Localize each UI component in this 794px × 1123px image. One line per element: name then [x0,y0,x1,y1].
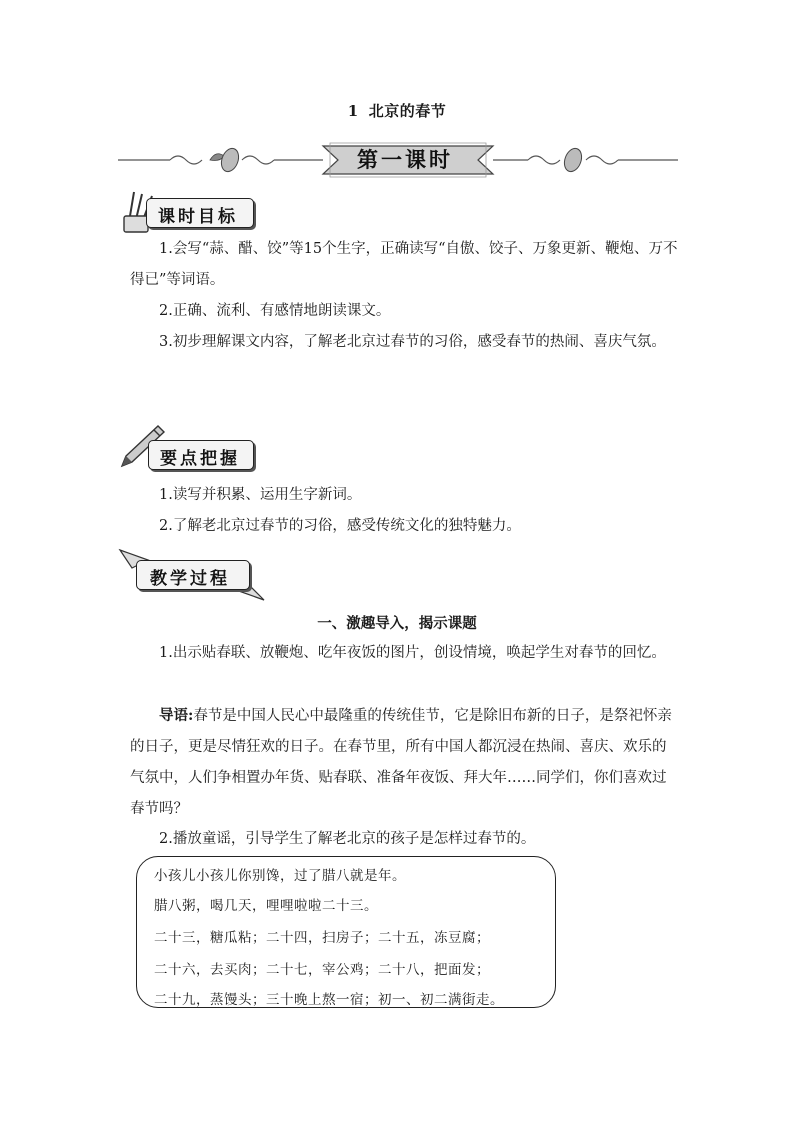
objective-item: 2.正确、流利、有感情地朗读课文。 [159,303,391,319]
guide-label: 导语: [159,707,194,724]
objective-item: 1.会写“蒜、醋、饺”等15个生字，正确读写“自傲、饺子、万象更新、鞭炮、万不得已”等词语。 [130,241,678,288]
objective-item: 3.初步理解课文内容，了解老北京过春节的习俗，感受春节的热闹、喜庆气氛。 [159,334,666,350]
process-step: 2.播放童谣，引导学生了解老北京的孩子是怎样过春节的。 [159,831,536,847]
objectives-tag-label: 课时目标 [158,207,238,227]
keypoint-item: 2.了解老北京过春节的习俗，感受传统文化的独特魅力。 [159,518,521,534]
keypoint-item: 1.读写并积累、运用生字新词。 [159,487,362,503]
keypoints-tag-label: 要点把握 [160,449,240,469]
lesson-title-text: 北京的春节 [368,102,447,120]
rhyme-line: 腊八粥，喝几天，哩哩啦啦二十三。 [154,898,378,914]
lesson-number: 1 [347,102,359,120]
rhyme-line: 二十六，去买肉；二十七，宰公鸡；二十八，把面发； [154,962,490,978]
leaf-icon [218,146,241,174]
rhyme-line: 二十九，蒸馒头；三十晚上熬一宿；初一、初二满街走。 [154,992,504,1008]
banner-text: 第一课时 [357,147,453,172]
guide-paragraph [130,700,680,825]
rhyme-line: 小孩儿小孩儿你别馋，过了腊八就是年。 [154,868,406,884]
process-step: 1.出示贴春联、放鞭炮、吃年夜饭的图片，创设情境，唤起学生对春节的回忆。 [159,645,666,661]
lesson-title [0,100,794,121]
leaf-icon [561,146,584,174]
process-tag-label: 教学过程 [150,569,230,589]
guide-text: 春节是中国人民心中最隆重的传统佳节，它是除旧布新的日子，是祭祀怀亲的日子，更是尽情狂欢的日子。在春节里，所有中国人都沉浸在热闹、喜庆、欢乐的气氛中，人们争相置办年货、贴春联、准备年夜饭、拜大年……同学们，你们喜欢过春节吗？ [130,708,672,817]
rhyme-line: 二十三，糖瓜粘；二十四，扫房子；二十五，冻豆腐； [154,930,490,946]
section-title: 一、激趣导入，揭示课题 [317,615,477,632]
